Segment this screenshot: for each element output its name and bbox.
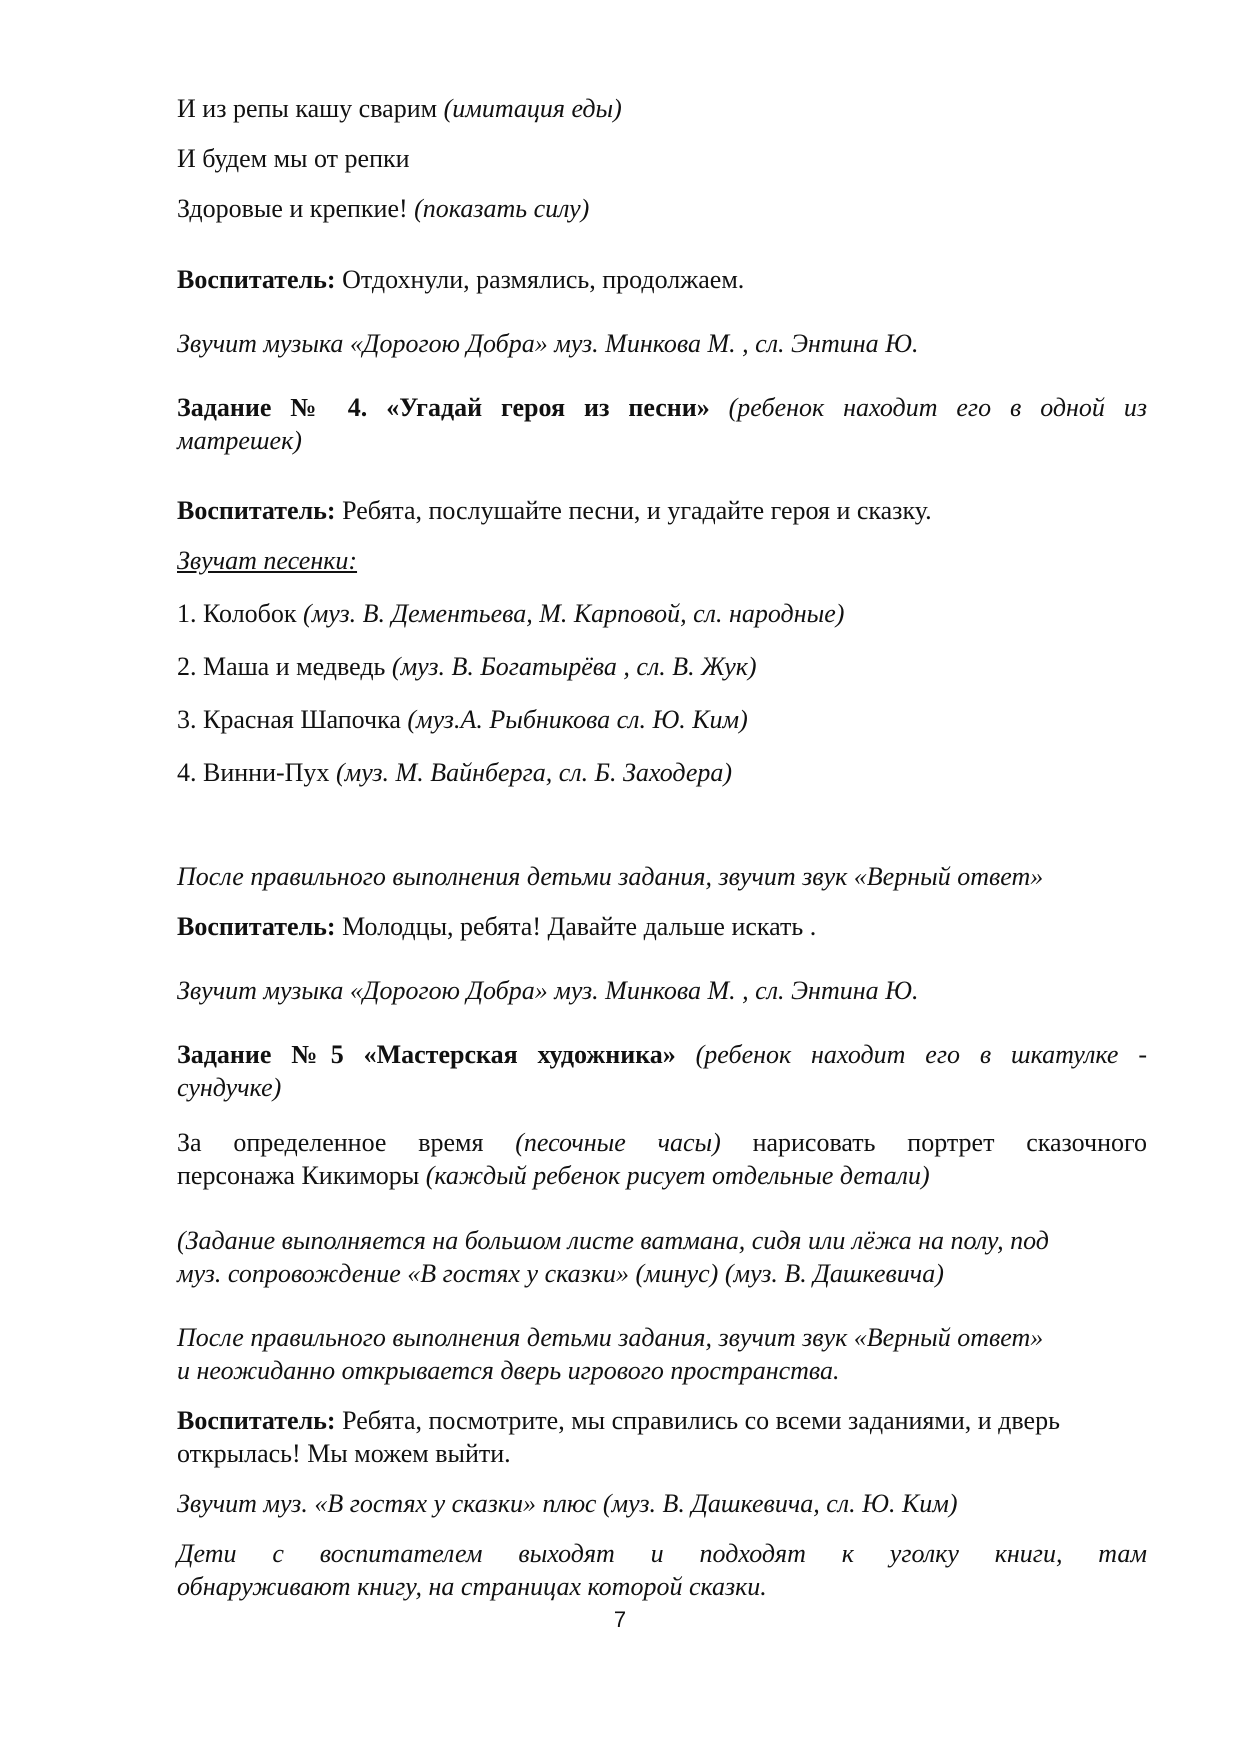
- song-credit: (муз. В. Дементьева, М. Карповой, сл. народные): [303, 599, 845, 628]
- educator-line-2: [177, 494, 1147, 527]
- task-5-heading-cont: [177, 1071, 1147, 1104]
- task-text: нарисовать портрет сказочного: [720, 1128, 1147, 1157]
- speech-text: открылась! Мы можем выйти.: [177, 1439, 511, 1468]
- poem-text: И будем мы от репки: [177, 144, 410, 173]
- educator-line-1: [177, 263, 1147, 296]
- note-text: муз. сопровождение «В гостях у сказки» (минус) (муз. В. Дашкевича): [177, 1259, 944, 1288]
- song-name: 2. Маша и медведь: [177, 652, 392, 681]
- poem-text: Здоровые и крепкие!: [177, 194, 415, 223]
- educator-line-4: [177, 1404, 1147, 1437]
- task-note-line-1: [177, 1224, 1147, 1257]
- note-text: (Задание выполняется на большом листе ватмана, сидя или лёжа на полу, под: [177, 1226, 1049, 1255]
- poem-line-3: [177, 192, 1147, 225]
- after-task-cue-2-cont: [177, 1354, 1147, 1387]
- final-direction-line-1: [177, 1537, 1147, 1570]
- direction-text: обнаруживают книгу, на страницах которой сказки.: [177, 1572, 767, 1601]
- speech-text: Молодцы, ребята! Давайте дальше искать .: [335, 912, 817, 941]
- speaker-label: Воспитатель:: [177, 1406, 336, 1435]
- music-cue-1: [177, 327, 1147, 360]
- music-cue-text: Звучит музыка «Дорогою Добра» муз. Минкова М. , сл. Энтина Ю.: [177, 976, 919, 1005]
- song-credit: (муз.А. Рыбникова сл. Ю. Ким): [407, 705, 748, 734]
- task-note: (песочные часы): [515, 1128, 721, 1157]
- songs-header-text: Звучат песенки:: [177, 546, 358, 575]
- task-title: Задание №5 «Мастерская художника»: [177, 1040, 676, 1069]
- task-note: (каждый ребенок рисует отдельные детали): [425, 1161, 930, 1190]
- music-cue-text: Звучит муз. «В гостях у сказки» плюс (муз. В. Дашкевича, сл. Ю. Ким): [177, 1489, 958, 1518]
- speaker-label: Воспитатель:: [177, 496, 336, 525]
- task-note: (ребенок находит его в одной из: [709, 393, 1148, 422]
- task-note: матрешек): [177, 426, 302, 455]
- songs-header: [177, 544, 1147, 577]
- speech-text: Ребята, послушайте песни, и угадайте героя и сказку.: [335, 496, 932, 525]
- speaker-label: Воспитатель:: [177, 265, 336, 294]
- task-note: сундучке): [177, 1073, 282, 1102]
- educator-line-4-cont: [177, 1437, 1147, 1470]
- task-title: Задание № 4. «Угадай героя из песни»: [177, 393, 710, 422]
- song-item: [177, 597, 1147, 630]
- task-note: (ребенок находит его в шкатулке -: [675, 1040, 1147, 1069]
- page-number: 7: [613, 1607, 627, 1632]
- song-item: [177, 756, 1147, 789]
- song-credit: (муз. М. Вайнберга, сл. Б. Заходера): [335, 758, 733, 787]
- poem-line-1: [177, 92, 1147, 125]
- drawing-task-line-1: [177, 1126, 1147, 1159]
- task-text: персонажа Кикиморы: [177, 1161, 426, 1190]
- song-item: [177, 650, 1147, 683]
- direction-text: Дети с воспитателем выходят и подходят к уголку книги, там: [177, 1539, 1147, 1568]
- poem-text: И из репы кашу сварим: [177, 94, 444, 123]
- after-task-cue-2: [177, 1321, 1147, 1354]
- poem-line-2: [177, 142, 1147, 175]
- speaker-label: Воспитатель:: [177, 912, 336, 941]
- task-4-heading: [177, 391, 1147, 424]
- song-name: 4. Винни-Пух: [177, 758, 336, 787]
- stage-direction: (показать силу): [414, 194, 590, 223]
- stage-direction: (имитация еды): [443, 94, 622, 123]
- task-note-line-2: [177, 1257, 1147, 1290]
- song-item: [177, 703, 1147, 736]
- song-credit: (муз. В. Богатырёва , сл. В. Жук): [391, 652, 757, 681]
- task-4-heading-cont: [177, 424, 1147, 457]
- music-cue-text: Звучит музыка «Дорогою Добра» муз. Минкова М. , сл. Энтина Ю.: [177, 329, 919, 358]
- drawing-task-line-2: [177, 1159, 1147, 1192]
- task-text: За определенное время: [177, 1128, 516, 1157]
- cue-text: После правильного выполнения детьми задания, звучит звук «Верный ответ»: [177, 862, 1044, 891]
- speech-text: Отдохнули, размялись, продолжаем.: [335, 265, 745, 294]
- final-direction-line-2: [177, 1570, 1147, 1603]
- task-5-heading: [177, 1038, 1147, 1071]
- cue-text: После правильного выполнения детьми задания, звучит звук «Верный ответ»: [177, 1323, 1044, 1352]
- song-name: 3. Красная Шапочка: [177, 705, 408, 734]
- cue-text: и неожиданно открывается дверь игрового пространства.: [177, 1356, 840, 1385]
- educator-line-3: [177, 910, 1147, 943]
- after-task-cue-1: [177, 860, 1147, 893]
- speech-text: Ребята, посмотрите, мы справились со всеми заданиями, и дверь: [335, 1406, 1060, 1435]
- music-cue-3: [177, 1487, 1147, 1520]
- music-cue-2: [177, 974, 1147, 1007]
- song-name: 1. Колобок: [177, 599, 304, 628]
